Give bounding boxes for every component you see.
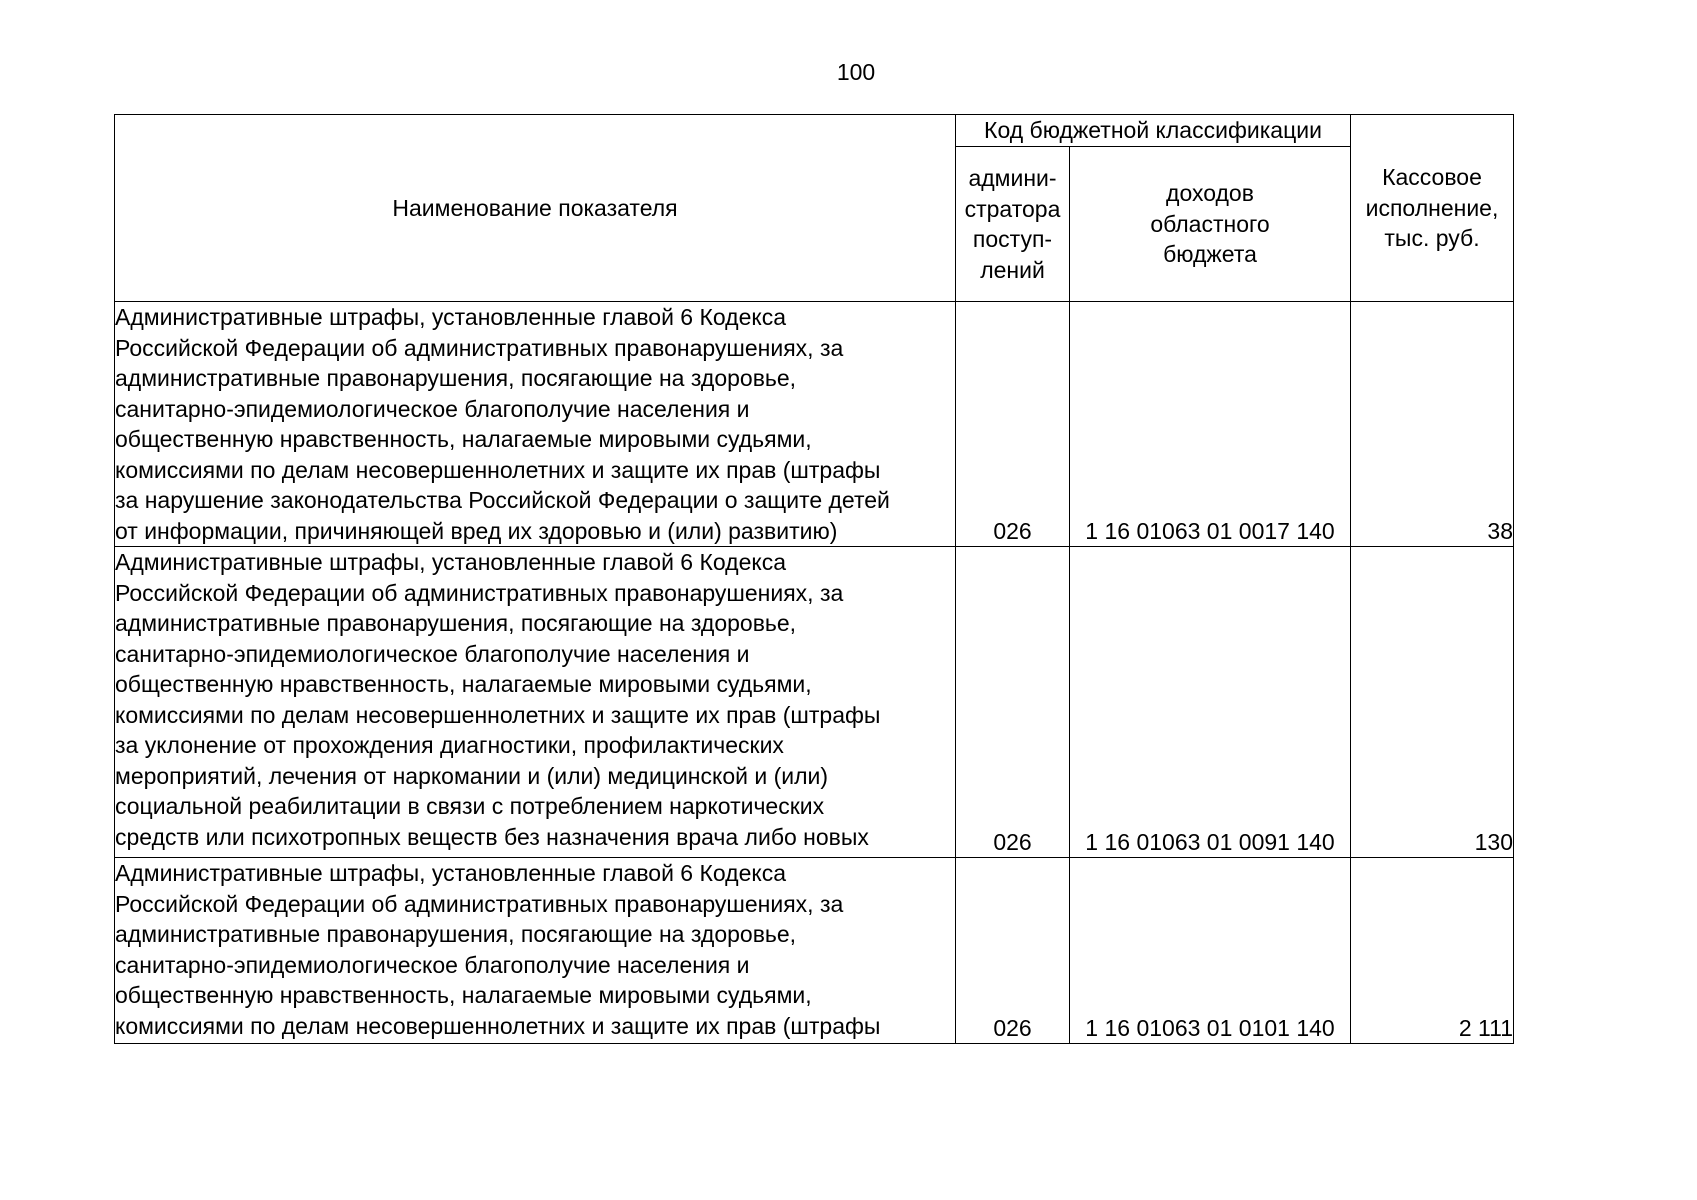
header-regional-budget-revenue-line: областного	[1150, 210, 1270, 237]
budget-revenue-table	[114, 114, 1514, 1044]
indicator-name-line: общественную нравственность, налагаемые мировыми судьями,	[115, 982, 812, 1008]
indicator-name-cell	[115, 858, 956, 1044]
indicator-name-cell	[115, 302, 956, 547]
header-cash-execution-line: тыс. руб.	[1384, 225, 1480, 252]
indicator-name-line: общественную нравственность, налагаемые мировыми судьями,	[115, 671, 812, 697]
indicator-name-line: Российской Федерации об административных правонарушениях, за	[115, 334, 844, 361]
header-budget-classification-code: Код бюджетной классификации	[956, 115, 1351, 147]
header-revenue-administrator-line: админи-	[968, 165, 1057, 191]
indicator-name-line: комиссиями по делам несовершеннолетних и защите их прав (штрафы	[115, 456, 881, 483]
indicator-name-line: средств или психотропных веществ без назначения врача либо новых	[115, 823, 869, 850]
indicator-name-line: Административные штрафы, установленные главой 6 Кодекса	[115, 549, 786, 575]
page-number: 100	[836, 59, 876, 85]
indicator-name-line: общественную нравственность, налагаемые мировыми судьями,	[115, 426, 812, 452]
indicator-name-line: от информации, причиняющей вред их здоровью и (или) развитию)	[115, 517, 838, 544]
header-indicator-name: Наименование показателя	[115, 115, 956, 302]
header-regional-budget-revenue-line: доходов	[1166, 180, 1254, 207]
header-revenue-administrator-line: стратора	[964, 195, 1061, 222]
indicator-name-line: мероприятий, лечения от наркомании и (или) медицинской и (или)	[115, 762, 829, 789]
indicator-name-line: санитарно-эпидемиологическое благополучие населения и	[115, 951, 750, 978]
cash-execution-cell: 38	[1351, 302, 1514, 547]
indicator-name-line: санитарно-эпидемиологическое благополучие населения и	[115, 640, 750, 667]
administrator-code-cell: 026	[956, 858, 1070, 1044]
table-row	[115, 547, 1514, 858]
administrator-code-cell: 026	[956, 302, 1070, 547]
cash-execution-cell: 2 111	[1351, 858, 1514, 1044]
indicator-name-line: административные правонарушения, посягающие на здоровье,	[115, 610, 797, 636]
header-regional-budget-revenue-line: бюджета	[1163, 241, 1257, 268]
header-cash-execution	[1351, 115, 1514, 302]
indicator-name-line: за уклонение от прохождения диагностики, профилактических	[115, 732, 784, 758]
header-revenue-administrator	[956, 147, 1070, 302]
indicator-name-line: социальной реабилитации в связи с потреблением наркотических	[115, 793, 825, 819]
indicator-name-line: за нарушение законодательства Российской Федерации о защите детей	[115, 487, 890, 513]
budget-code-cell: 1 16 01063 01 0101 140	[1070, 858, 1351, 1044]
header-cash-execution-line: Кассовое	[1382, 164, 1482, 191]
indicator-name-line: комиссиями по делам несовершеннолетних и защите их прав (штрафы	[115, 1012, 881, 1039]
indicator-name-line: комиссиями по делам несовершеннолетних и защите их прав (штрафы	[115, 701, 881, 728]
indicator-name-line: Российской Федерации об административных правонарушениях, за	[115, 579, 844, 606]
table-row	[115, 302, 1514, 547]
indicator-name-line: административные правонарушения, посягающие на здоровье,	[115, 365, 797, 391]
indicator-name-line: Российской Федерации об административных правонарушениях, за	[115, 890, 844, 917]
header-revenue-administrator-line: лений	[980, 256, 1045, 283]
header-revenue-administrator-line: поступ-	[972, 226, 1053, 252]
table-header	[115, 115, 1514, 302]
budget-code-cell: 1 16 01063 01 0091 140	[1070, 547, 1351, 858]
indicator-name-line: административные правонарушения, посягающие на здоровье,	[115, 921, 797, 947]
indicator-name-line: Административные штрафы, установленные главой 6 Кодекса	[115, 860, 786, 886]
cash-execution-cell: 130	[1351, 547, 1514, 858]
administrator-code-cell: 026	[956, 547, 1070, 858]
indicator-name-line: Административные штрафы, установленные главой 6 Кодекса	[115, 304, 786, 330]
table-body	[115, 302, 1514, 1044]
header-cash-execution-line: исполнение,	[1365, 194, 1499, 221]
header-regional-budget-revenue	[1070, 147, 1351, 302]
budget-code-cell: 1 16 01063 01 0017 140	[1070, 302, 1351, 547]
table-row	[115, 858, 1514, 1044]
indicator-name-line: санитарно-эпидемиологическое благополучие населения и	[115, 395, 750, 422]
indicator-name-cell	[115, 547, 956, 858]
